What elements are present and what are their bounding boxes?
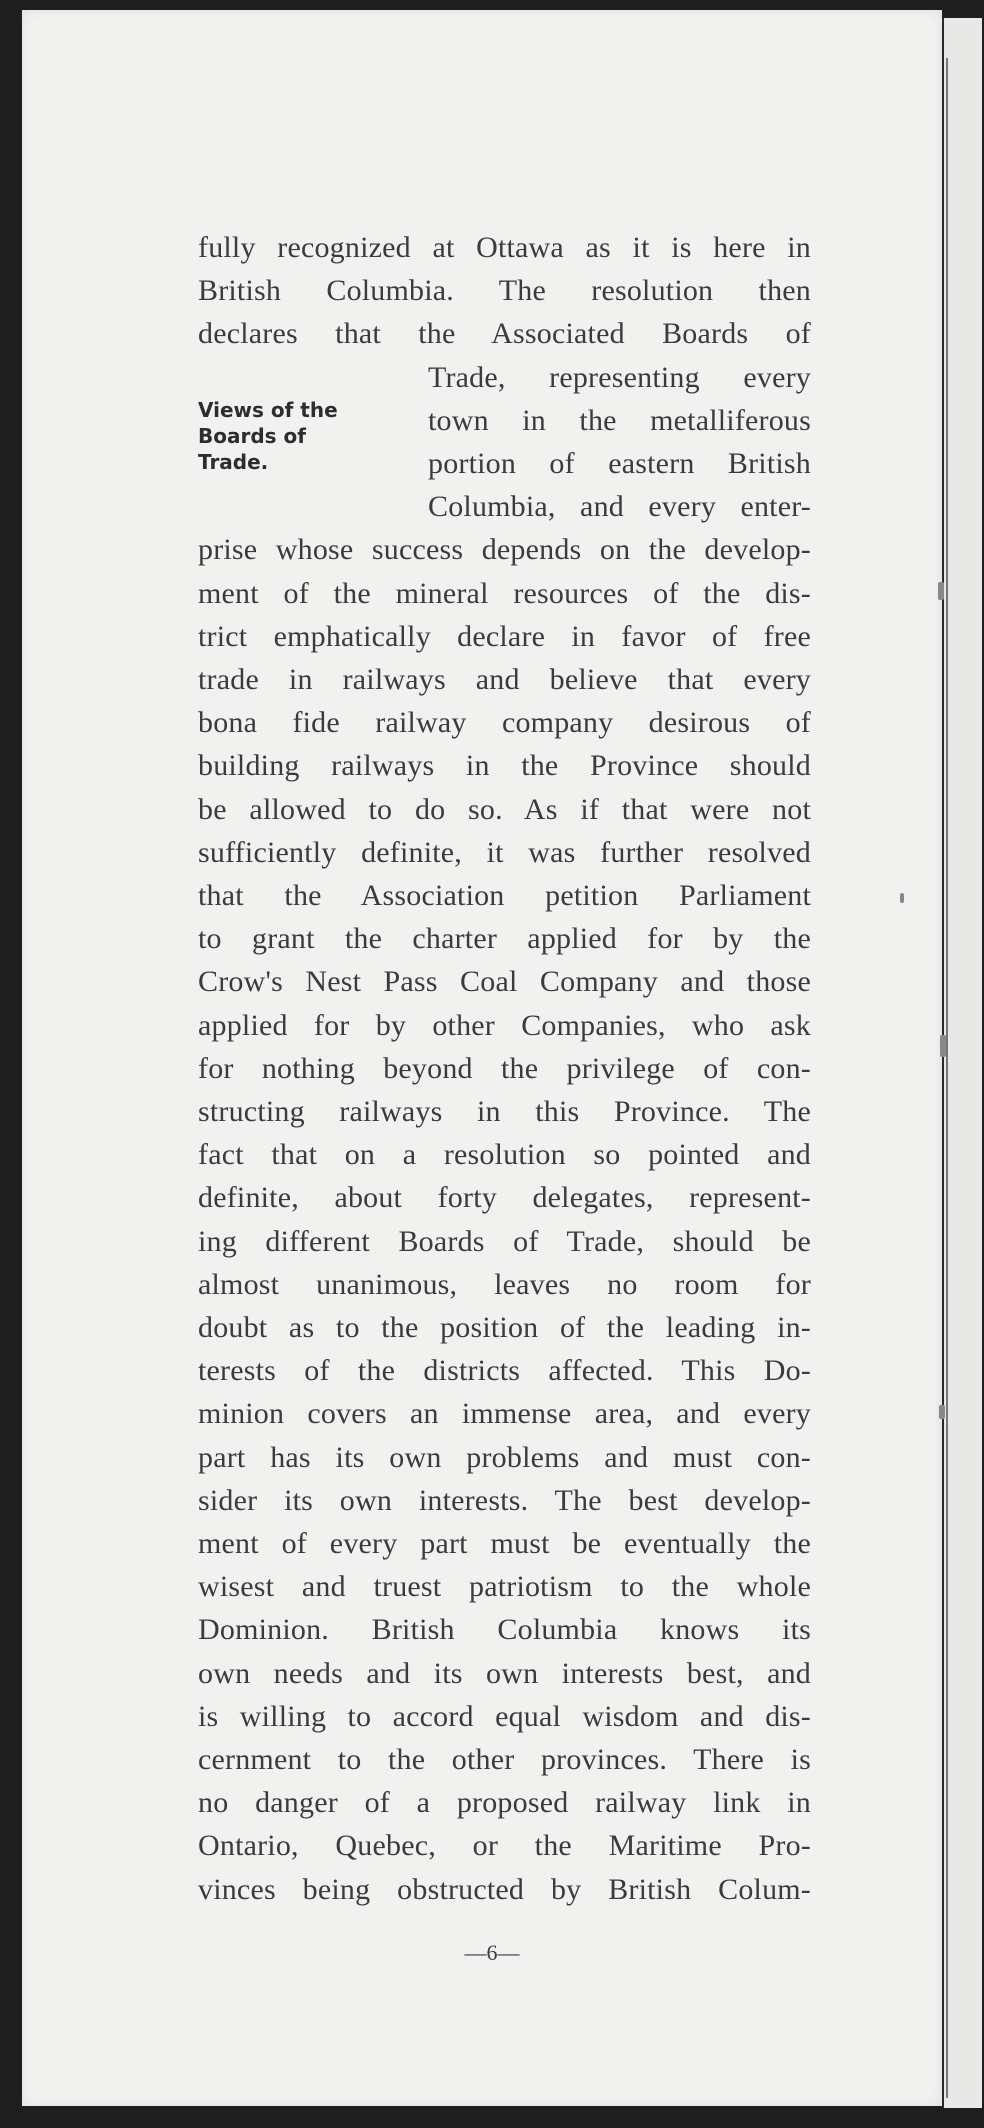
text-line: terests of the districts affected. This Do-: [198, 1354, 811, 1388]
text-line: Dominion. British Columbia knows its: [198, 1613, 811, 1647]
text-line: Columbia, and every enter-: [428, 490, 811, 524]
margin-mark: [940, 1035, 946, 1057]
text-line: wisest and truest patriotism to the whole: [198, 1570, 811, 1604]
text-line: building railways in the Province should: [198, 749, 811, 783]
margin-mark: [938, 582, 944, 600]
text-line: Trade, representing every: [428, 360, 811, 394]
text-line: trade in railways and believe that every: [198, 663, 811, 696]
text-line: vinces being obstructed by British Colum-: [198, 1872, 811, 1906]
text-line: trict emphatically declare in favor of free: [198, 619, 811, 653]
text-line: own needs and its own interests best, and: [198, 1656, 811, 1690]
text-line: Crow's Nest Pass Coal Company and those: [198, 965, 811, 999]
text-line: bona fide railway company desirous of: [198, 706, 811, 740]
facing-page-edge: [942, 18, 982, 2108]
facing-page-edge-line: [946, 58, 948, 2098]
text-line: ment of the mineral resources of the dis-: [198, 576, 811, 610]
text-line: sider its own interests. The best develop-: [198, 1483, 811, 1517]
sidenote-line: Trade.: [198, 450, 269, 474]
text-line: minion covers an immense area, and every: [198, 1397, 811, 1431]
text-line: almost unanimous, leaves no room for: [198, 1267, 811, 1301]
text-line: cernment to the other provinces. There is: [198, 1743, 811, 1776]
text-line: part has its own problems and must con-: [198, 1440, 811, 1474]
sidenote: [198, 397, 398, 475]
text-line: to grant the charter applied for by the: [198, 922, 811, 956]
text-line: for nothing beyond the privilege of con-: [198, 1051, 811, 1085]
text-line: no danger of a proposed railway link in: [198, 1786, 811, 1820]
sidenote-line: Views of the: [198, 398, 338, 422]
text-line: sufficiently definite, it was further resolved: [198, 835, 811, 869]
text-line: prise whose success depends on the develop-: [198, 533, 811, 567]
text-line: portion of eastern British: [428, 447, 811, 480]
text-line: declares that the Associated Boards of: [198, 317, 811, 351]
text-line: doubt as to the position of the leading in-: [198, 1311, 811, 1344]
text-line: fully recognized at Ottawa as it is here in: [198, 231, 811, 264]
sidenote-line: Boards of: [198, 424, 306, 448]
text-line: structing railways in this Province. The: [198, 1095, 811, 1128]
text-line: be allowed to do so. As if that were not: [198, 792, 811, 826]
text-line: that the Association petition Parliament: [198, 879, 811, 912]
text-line: definite, about forty delegates, represent-: [198, 1181, 811, 1215]
margin-mark: [939, 1405, 945, 1419]
text-line: ment of every part must be eventually the: [198, 1527, 811, 1560]
text-line: ing different Boards of Trade, should be: [198, 1224, 811, 1258]
text-line: applied for by other Companies, who ask: [198, 1008, 811, 1042]
margin-mark: [900, 893, 904, 903]
text-line: Ontario, Quebec, or the Maritime Pro-: [198, 1829, 811, 1863]
text-line: town in the metalliferous: [428, 403, 811, 437]
text-line: British Columbia. The resolution then: [198, 274, 811, 308]
text-line: is willing to accord equal wisdom and dis-: [198, 1699, 811, 1733]
page-number: —6—: [464, 1939, 520, 1965]
text-line: fact that on a resolution so pointed and: [198, 1138, 811, 1172]
